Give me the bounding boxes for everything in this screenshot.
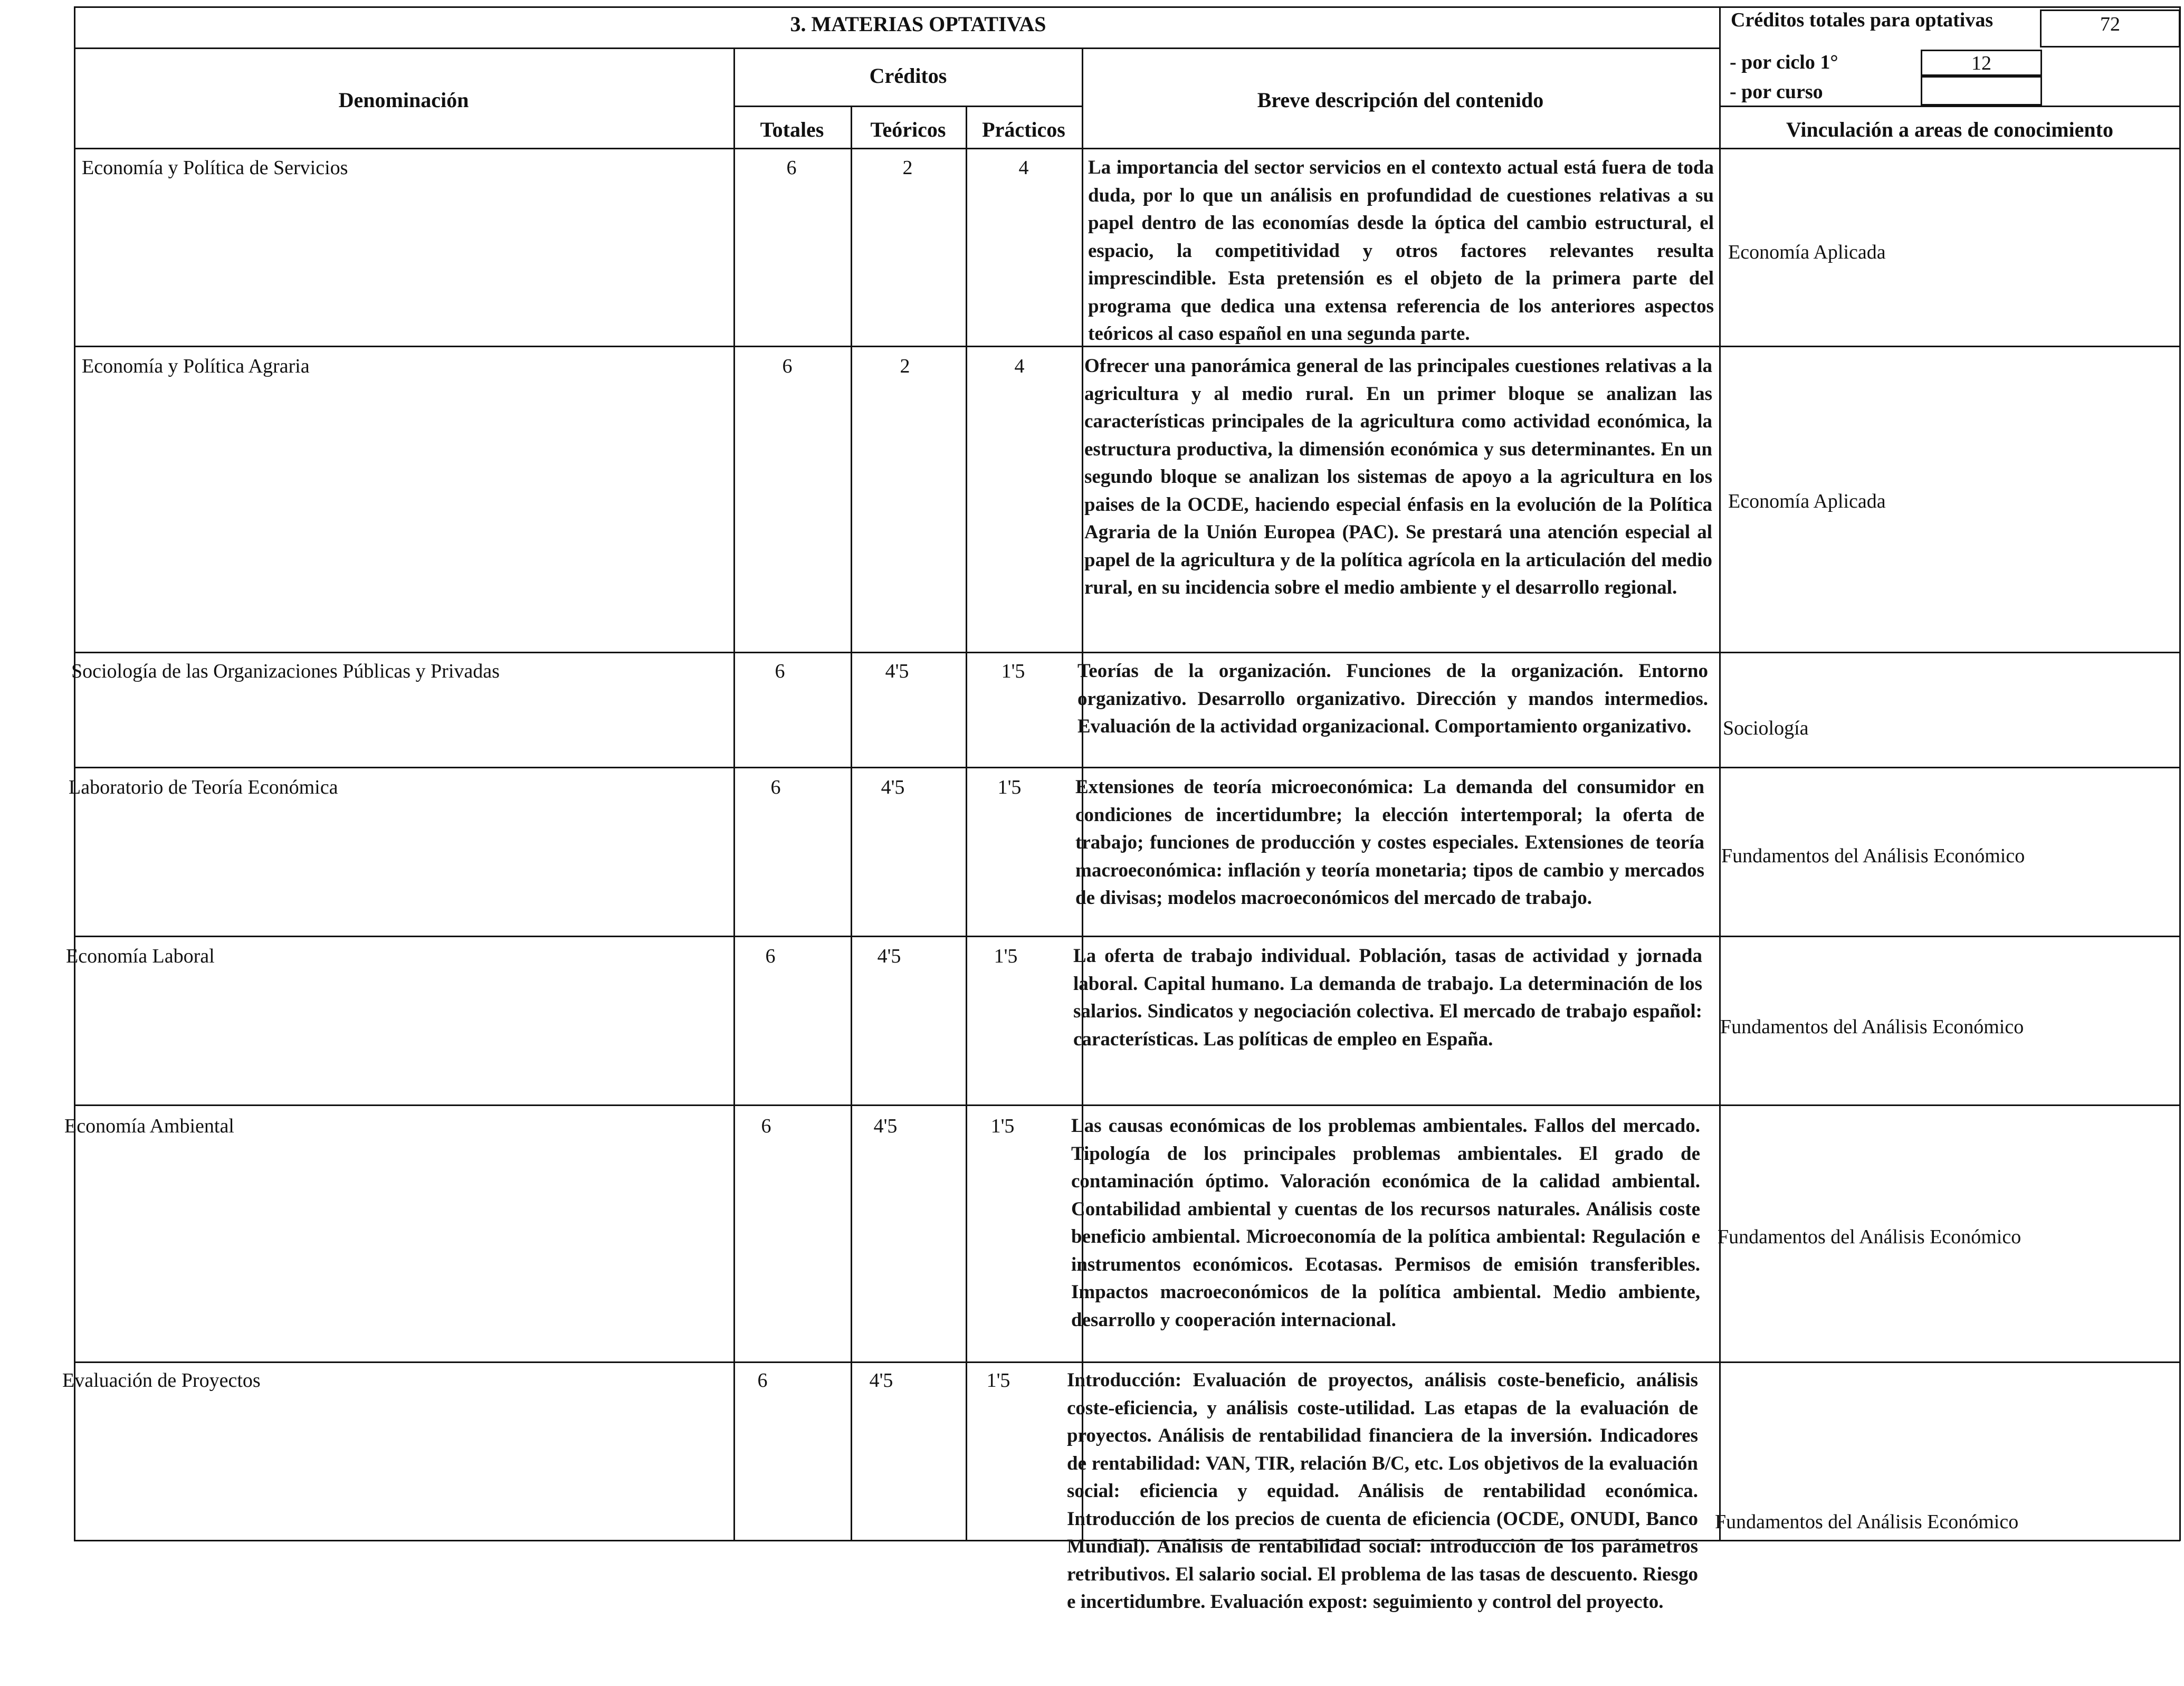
por-ciclo-value: 12 [1971, 52, 1991, 74]
row-7-totales: 6 [757, 1369, 768, 1392]
section-title: 3. MATERIAS OPTATIVAS [790, 12, 1046, 36]
row-7-teoricos: 4'5 [869, 1369, 893, 1392]
header-bottom-line [74, 148, 2180, 149]
right-border [2179, 148, 2181, 1541]
row-7-area: Fundamentos del Análisis Económico [1715, 1511, 2019, 1533]
row-2-teoricos: 2 [900, 355, 910, 377]
por-curso-box [1921, 76, 2042, 106]
row-6-name: Economía Ambiental [64, 1115, 234, 1137]
left-border-top [74, 6, 75, 49]
creditos-subheader-line [733, 106, 1083, 107]
row-3-practicos: 1'5 [1001, 660, 1025, 682]
row-2-totales: 6 [782, 355, 793, 377]
row-6-teoricos: 4'5 [873, 1115, 898, 1137]
row-1-totales: 6 [786, 157, 797, 179]
col-divider-totales [851, 106, 852, 1541]
col-divider-teoricos [966, 106, 967, 1541]
creditos-totales-value: 72 [2100, 13, 2120, 35]
row-sep-4 [74, 936, 2180, 937]
col-divider-name [733, 47, 735, 1541]
row-7-desc: Introducción: Evaluación de proyectos, análisis coste-beneficio, análisis coste-eficiencia, y análisis coste-utilidad. Las etapas de la evaluación de proyectos. Análisis de rentabilidad financiera de la inversión. Indicadores de rentabilidad: VAN, TIR, relación B/C, etc. Los objetivos de la evaluación social: eficiencia y equidad. Análisis de rentabilidad económica. Introducción de los precios de cuenta de eficiencia (OCDE, ONUDI, Banco Mundial). Análisis de rentabilidad social: introducción de los parámetros retributivos. El salario social. El problema de las tasas de descuento. Riesgo e incertidumbre. Evaluación expost: seguimiento y control del proyecto. [1067, 1369, 1698, 1613]
col-header-denominacion: Denominación [338, 88, 469, 112]
header-line-right [1719, 106, 2180, 107]
col-header-vinculacion: Vinculación a areas de conocimiento [1786, 118, 2113, 141]
col-header-creditos: Créditos [869, 64, 947, 88]
row-2-practicos: 4 [1014, 355, 1025, 377]
row-6-totales: 6 [761, 1115, 771, 1137]
row-sep-5 [74, 1104, 2180, 1106]
col-header-totales: Totales [760, 118, 824, 141]
row-5-desc: La oferta de trabajo individual. Población, tasas de actividad y jornada laboral. Capital humano. La demanda de trabajo. La determinación de los salarios. Sindicatos y negociación colectiva. El mercado de trabajo español: características. Las políticas de empleo en España. [1073, 945, 1702, 1050]
top-border [74, 6, 2180, 8]
row-5-practicos: 1'5 [994, 945, 1018, 967]
row-5-teoricos: 4'5 [877, 945, 901, 967]
row-1-teoricos: 2 [902, 157, 913, 179]
row-sep-6 [74, 1361, 2180, 1363]
row-7-name: Evaluación de Proyectos [62, 1369, 261, 1392]
por-ciclo-label: - por ciclo 1° [1730, 51, 1838, 73]
row-3-name: Sociología de las Organizaciones Públicas y Privadas [71, 660, 500, 682]
row-1-desc: La importancia del sector servicios en el contexto actual está fuera de toda duda, por lo que un análisis en profundidad de cuestiones relativas a su papel dentro de las economías desde la óptica del cambio estructural, el espacio, la competitividad y otros factores relevantes resulta imprescindible. Esta pretensión es el objeto de la primera parte del programa que dedica una extensa referencia de los anteriores aspectos teóricos al caso español en una segunda parte. [1088, 157, 1714, 345]
row-3-totales: 6 [775, 660, 785, 682]
row-4-desc: Extensiones de teoría microeconómica: La demanda del consumidor en condiciones de incertidumbre; la elección intertemporal; la oferta de trabajo; funciones de producción y costes especiales. Extensiones de teoría macroeconómica: inflación y teoría monetaria; tipos de cambio y mercados de divisas; modelos macroeconómicos del mercado de trabajo. [1075, 776, 1704, 909]
row-6-practicos: 1'5 [990, 1115, 1015, 1137]
col-header-descripcion: Breve descripción del contenido [1257, 88, 1544, 112]
row-2-area: Economía Aplicada [1728, 490, 1886, 512]
row-4-practicos: 1'5 [997, 776, 1022, 798]
row-4-name: Laboratorio de Teoría Económica [69, 776, 338, 798]
row-1-area: Economía Aplicada [1728, 241, 1886, 263]
row-4-area: Fundamentos del Análisis Económico [1721, 845, 2025, 867]
row-2-name: Economía y Política Agraria [82, 355, 310, 377]
row-sep-2 [74, 652, 2180, 653]
header-line-1 [74, 47, 1720, 49]
por-curso-label: - por curso [1730, 81, 1823, 103]
row-3-area: Sociología [1723, 717, 1809, 739]
col-header-practicos: Prácticos [982, 118, 1065, 141]
row-5-area: Fundamentos del Análisis Económico [1720, 1016, 2024, 1038]
col-header-teoricos: Teóricos [870, 118, 946, 141]
row-4-teoricos: 4'5 [881, 776, 905, 798]
row-3-desc: Teorías de la organización. Funciones de la organización. Entorno organizativo. Desarrollo organizativo. Dirección y mandos intermedios. Evaluación de la actividad organizacional. Comportamiento organizativo. [1077, 660, 1708, 737]
row-1-practicos: 4 [1018, 157, 1029, 179]
row-1-name: Economía y Política de Servicios [82, 157, 348, 179]
row-7-practicos: 1'5 [986, 1369, 1010, 1392]
row-2-desc: Ofrecer una panorámica general de las principales cuestiones relativas a la agricultura y al medio rural. En un primer bloque se analizan las características principales de la agricultura como actividad económica, la estructura productiva, la dimensión económica y sus determinantes. En un segundo bloque se analizan los sistemas de apoyo a la agricultura en los paises de la OCDE, haciendo especial énfasis en la evolución de la Política Agraria de la Unión Europea (PAC). Se prestará una atención especial al papel de la agricultura y de la política agrícola en la articulación del medio rural, en su incidencia sobre el medio ambiente y el desarrollo regional. [1084, 355, 1712, 598]
row-3-teoricos: 4'5 [885, 660, 909, 682]
row-sep-3 [74, 767, 2180, 768]
row-6-area: Fundamentos del Análisis Económico [1718, 1226, 2021, 1248]
creditos-totales-label: Créditos totales para optativas [1731, 9, 1994, 31]
row-5-name: Economía Laboral [66, 945, 215, 967]
row-6-desc: Las causas económicas de los problemas ambientales. Fallos del mercado. Tipología de los principales problemas ambientales. El grado de contaminación óptimo. Valoración económica de la calidad ambiental. Contabilidad ambiental y cuentas de los recursos naturales. Análisis coste beneficio ambiental. Microeconomía de la política ambiental: Regulación e instrumentos económicos. Ecotasas. Permisos de emisión transferibles. Impactos macroeconómicos de la política ambiental. Medio ambiente, desarrollo y cooperación internacional. [1071, 1115, 1700, 1331]
row-5-totales: 6 [765, 945, 776, 967]
col-divider-desc [1719, 148, 1721, 1541]
row-4-totales: 6 [770, 776, 781, 798]
